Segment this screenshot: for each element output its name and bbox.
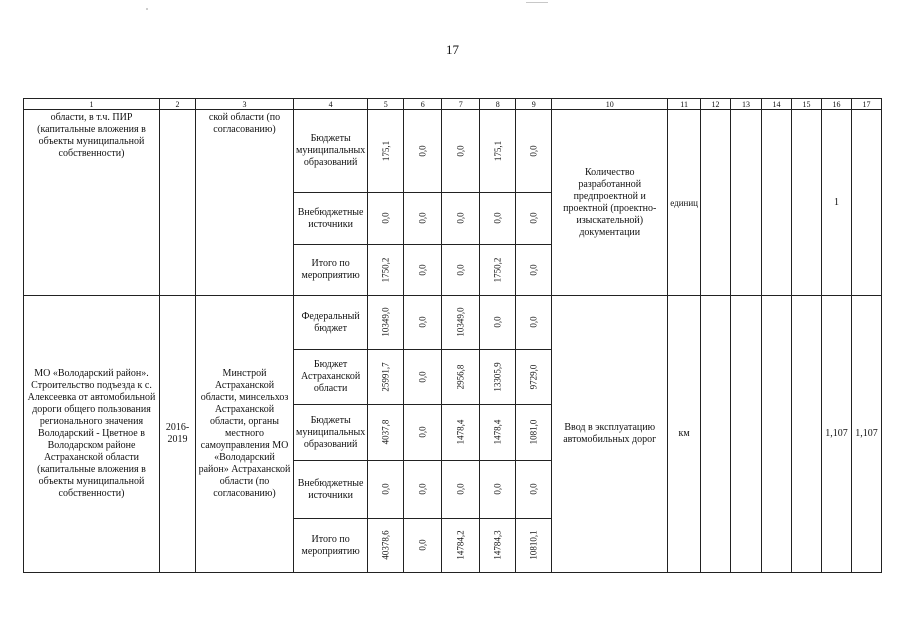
value-text: 0,0	[417, 316, 428, 328]
value-cell	[404, 461, 442, 519]
executor-cell: Минстрой Астраханской области, минсельхоз Астраханской области, органы местного самоуправления МО «Володарский район» Астраханской области (по согласованию)	[196, 296, 294, 573]
scan-artifact-dot	[146, 8, 148, 10]
value-text: 0,0	[528, 263, 539, 276]
source-cell: Внебюджетные источники	[294, 193, 368, 245]
value-cell	[480, 350, 516, 405]
value-text: 10349,0	[455, 307, 466, 337]
value-cell	[442, 296, 480, 350]
value-text: 1750,2	[380, 257, 391, 282]
value-text: 13305,9	[492, 361, 503, 392]
budget-table	[23, 98, 882, 573]
header-cell: 8	[480, 99, 516, 110]
source-cell: Внебюджетные источники	[294, 461, 368, 519]
value-text: 0,0	[528, 316, 539, 328]
value-cell	[480, 519, 516, 573]
header-cell: 12	[700, 99, 730, 110]
value-cell	[368, 461, 404, 519]
value-cell	[480, 110, 516, 193]
source-cell: Бюджеты муниципальных образований	[294, 405, 368, 461]
header-cell: 2	[160, 99, 196, 110]
value-cell	[516, 110, 552, 193]
value-text: 0,0	[417, 539, 428, 551]
value-cell-13	[730, 296, 761, 573]
header-cell: 15	[791, 99, 821, 110]
value-text: 2956,8	[455, 364, 466, 389]
header-cell: 14	[761, 99, 791, 110]
unit-cell: км	[668, 296, 701, 573]
value-text: 0,0	[380, 483, 391, 495]
value-cell-17	[851, 110, 881, 296]
value-text: 0,0	[455, 483, 466, 495]
header-cell: 3	[196, 99, 294, 110]
header-cell: 6	[404, 99, 442, 110]
value-cell-16: 1,107	[821, 296, 851, 573]
value-text: 1081,0	[528, 419, 539, 445]
value-text: 0,0	[528, 144, 539, 157]
value-cell-17: 1,107	[851, 296, 881, 573]
indicator-cell: Количество разработанной предпроектной и проектной (проектно-изыскательной) документации	[552, 110, 668, 296]
header-cell: 7	[442, 99, 480, 110]
value-text: 1750,2	[492, 257, 503, 282]
value-cell-14	[761, 110, 791, 296]
indicator-cell: Ввод в эксплуатацию автомобильных дорог	[552, 296, 668, 573]
executor-cell: ской области (по согласованию)	[196, 110, 294, 296]
value-cell	[404, 519, 442, 573]
table-row	[24, 296, 882, 350]
value-cell	[404, 193, 442, 245]
value-cell	[442, 405, 480, 461]
table-row	[24, 110, 882, 193]
value-cell	[368, 519, 404, 573]
value-text: 1478,4	[455, 419, 466, 445]
value-text: 0,0	[492, 483, 503, 495]
value-cell	[368, 193, 404, 245]
value-cell	[442, 461, 480, 519]
value-text: 0,0	[455, 263, 466, 276]
value-cell	[404, 296, 442, 350]
header-cell: 1	[24, 99, 160, 110]
value-cell	[404, 110, 442, 193]
value-text: 0,0	[528, 212, 539, 224]
value-cell-15	[791, 296, 821, 573]
value-cell	[442, 245, 480, 296]
value-cell	[368, 350, 404, 405]
value-cell	[480, 245, 516, 296]
value-cell	[368, 245, 404, 296]
value-text: 0,0	[417, 370, 428, 383]
value-cell	[516, 350, 552, 405]
value-cell	[404, 350, 442, 405]
value-cell	[442, 519, 480, 573]
value-cell	[516, 296, 552, 350]
header-cell: 10	[552, 99, 668, 110]
period-cell: 2016-2019	[160, 296, 196, 573]
value-cell	[368, 110, 404, 193]
value-text: 0,0	[417, 483, 428, 495]
value-cell	[442, 110, 480, 193]
header-cell: 13	[730, 99, 761, 110]
value-text: 14784,2	[455, 530, 466, 560]
value-cell-13	[730, 110, 761, 296]
value-cell	[516, 193, 552, 245]
value-text: 0,0	[528, 483, 539, 495]
value-cell	[516, 405, 552, 461]
value-cell	[480, 296, 516, 350]
value-text: 9729,0	[528, 364, 539, 389]
value-cell	[442, 193, 480, 245]
value-text: 4037,8	[380, 419, 391, 445]
header-cell: 4	[294, 99, 368, 110]
value-text: 40378,6	[380, 530, 391, 560]
header-cell: 16	[821, 99, 851, 110]
value-cell	[442, 350, 480, 405]
value-text: 0,0	[492, 316, 503, 328]
value-text: 14784,3	[492, 530, 503, 560]
value-cell	[368, 296, 404, 350]
value-cell	[480, 405, 516, 461]
value-cell	[404, 245, 442, 296]
value-text: 0,0	[455, 212, 466, 224]
value-text: 0,0	[417, 212, 428, 224]
header-cell: 5	[368, 99, 404, 110]
value-text: 1478,4	[492, 419, 503, 445]
value-text: 175,1	[380, 140, 391, 161]
value-cell	[516, 519, 552, 573]
source-cell: Федеральный бюджет	[294, 296, 368, 350]
value-text: 10349,0	[380, 307, 391, 337]
source-cell: Бюджет Астраханской области	[294, 350, 368, 405]
value-cell	[404, 405, 442, 461]
value-cell-12	[700, 296, 730, 573]
source-cell: Бюджеты муниципальных образований	[294, 110, 368, 193]
value-cell-14	[761, 296, 791, 573]
value-text: 10810,1	[528, 530, 539, 560]
value-text: 0,0	[417, 426, 428, 438]
value-text: 25991,7	[380, 361, 391, 392]
source-cell: Итого по мероприятию	[294, 519, 368, 573]
scan-artifact-line	[526, 2, 548, 3]
period-cell	[160, 110, 196, 296]
value-text: 0,0	[417, 263, 428, 276]
value-cell	[516, 245, 552, 296]
value-text: 0,0	[417, 144, 428, 157]
value-cell	[516, 461, 552, 519]
header-cell: 11	[668, 99, 701, 110]
value-text: 0,0	[380, 212, 391, 224]
value-text: 175,1	[492, 140, 503, 161]
value-text: 0,0	[492, 212, 503, 224]
value-cell-16: 1	[821, 110, 851, 296]
source-cell: Итого по мероприятию	[294, 245, 368, 296]
header-cell: 9	[516, 99, 552, 110]
measure-cell: МО «Володарский район». Строительство подъезда к с. Алексеевка от автомобильной дороги общего пользования регионального значения Володарский - Цветное в Володарском районе Астраханской области (капитальные вложения в объекты муниципальной собственности)	[24, 296, 160, 573]
value-cell-12	[700, 110, 730, 296]
value-cell	[368, 405, 404, 461]
value-cell-15	[791, 110, 821, 296]
value-cell	[480, 461, 516, 519]
unit-cell: единиц	[668, 110, 701, 296]
measure-cell: области, в т.ч. ПИР (капитальные вложения в объекты муниципальной собственности)	[24, 110, 160, 296]
value-text: 0,0	[455, 144, 466, 157]
page-number: 17	[446, 42, 459, 57]
header-row	[24, 99, 882, 110]
header-cell: 17	[851, 99, 881, 110]
value-cell	[480, 193, 516, 245]
